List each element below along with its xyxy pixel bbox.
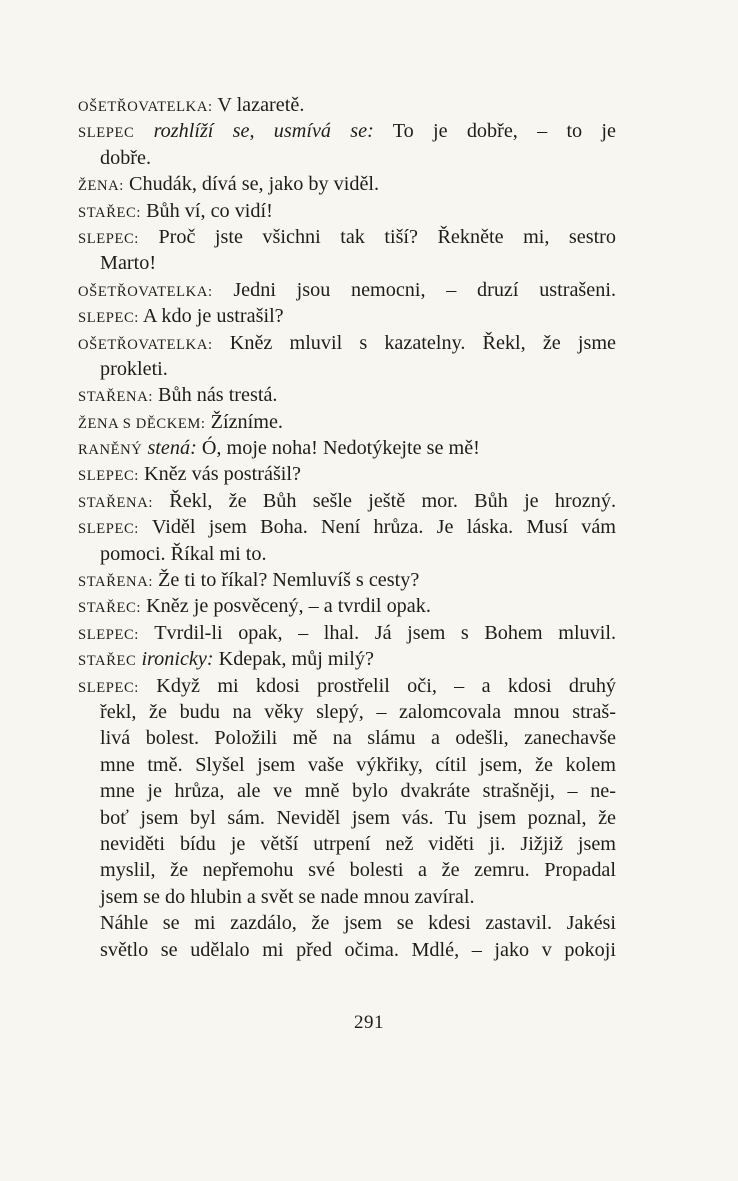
speaker-name: STAŘEC: [78,204,142,221]
spoken-text: V lazaretě. [217,94,305,116]
spoken-text: Ó, moje noha! Nedotýkejte se mě! [201,437,480,460]
text-line [78,461,616,487]
text-line [78,778,616,804]
text-line [78,145,616,171]
text-line [78,514,616,540]
text-line [78,171,616,197]
spoken-text: boť jsem byl sám. Neviděl jsem vás. Tu jsem poznal, že [100,806,616,829]
text-line [78,937,616,963]
spoken-text: livá bolest. Položili mě na slámu a odešli, zanechavše [100,727,616,750]
speaker-name: STAŘENA: [78,494,153,511]
spoken-text: Náhle se mi zazdálo, že jsem se kdesi zastavil. Jakési [100,912,616,935]
text-line [78,910,616,936]
text-line [78,752,616,778]
stage-direction: ironicky: [141,648,214,671]
spoken-text: Chudák, dívá se, jako by viděl. [129,173,380,196]
speaker-name: OŠETŘOVATELKA: [78,336,213,353]
speaker-name: RANĚNÝ [78,442,143,459]
text-line [78,435,616,461]
text-line [78,567,616,593]
spoken-text: Bůh nás trestá. [158,384,278,407]
speaker-name: ŽENA: [78,178,124,195]
spoken-text: To je dobře, – to je [392,120,616,143]
spoken-text: Marto! [100,252,157,275]
speaker-name: SLEPEC: [78,468,139,485]
spoken-text: pomoci. Říkal mi to. [100,542,267,565]
spoken-text: Že ti to říkal? Nemluvíš s cesty? [158,569,420,592]
text-line [78,224,616,250]
spoken-text: neviděti bídu je větší utrpení než viděti ji. Jižjiž jsem [100,832,616,855]
spoken-text: jsem se do hlubin a svět se nade mnou zavíral. [100,885,475,908]
spoken-text: Bůh ví, co vidí! [146,199,273,222]
text-line [78,593,616,619]
speaker-name: ŽENA S DĚCKEM: [78,415,206,432]
spoken-text: Jedni jsou nemocni, – druzí ustrašeni. [233,278,616,301]
dialogue-text [78,92,616,963]
spoken-text: řekl, že budu na věky slepý, – zalomcovala mnou straš- [100,700,616,723]
spoken-text: Kněz vás postrášil? [144,463,301,486]
text-line [78,118,616,144]
spoken-text: Proč jste všichni tak tiší? Řekněte mi, sestro [158,225,617,248]
text-line [78,673,616,699]
speaker-name: SLEPEC: [78,679,139,696]
speaker-name: STAŘENA: [78,389,153,406]
text-line [78,409,616,435]
text-line [78,250,616,276]
text-line [78,831,616,857]
spoken-text: Kněz je posvěcený, – a tvrdil opak. [146,595,431,618]
text-line [78,303,616,329]
speaker-name: STAŘEC [78,653,137,670]
speaker-name: OŠETŘOVATELKA: [78,99,213,115]
text-line [78,277,616,303]
speaker-name: STAŘEC: [78,600,142,617]
text-line [78,699,616,725]
speaker-name: SLEPEC: [78,521,139,538]
text-line [78,541,616,567]
speaker-name: OŠETŘOVATELKA: [78,283,213,300]
speaker-name: SLEPEC: [78,626,139,643]
speaker-name: SLEPEC: [78,310,139,327]
text-line [78,198,616,224]
stage-direction: stená: [147,437,197,460]
text-line [78,620,616,646]
spoken-text: dobře. [100,146,152,169]
text-line [78,857,616,883]
text-line [78,646,616,672]
spoken-text: Kněz mluvil s kazatelny. Řekl, že jsme [229,331,617,354]
speaker-name: SLEPEC: [78,230,139,247]
text-line [78,382,616,408]
text-line [78,488,616,514]
text-line [78,884,616,910]
spoken-text: mne je hrůza, ale ve mně bylo dvakráte strašněji, – ne- [100,780,616,803]
spoken-text: prokleti. [100,357,168,380]
text-line [78,805,616,831]
page-number: 291 [354,1012,384,1033]
text-line [78,356,616,382]
text-line [78,330,616,356]
spoken-text: Když mi kdosi prostřelil oči, – a kdosi druhý [156,674,617,697]
text-line [78,92,616,118]
spoken-text: mne tmě. Slyšel jsem vaše výkřiky, cítil jsem, že kolem [100,753,616,776]
speaker-name: STAŘENA: [78,574,153,591]
speaker-name: SLEPEC [78,125,135,142]
spoken-text: Řekl, že Bůh sešle ještě mor. Bůh je hrozný. [169,489,616,512]
spoken-text: světlo se udělalo mi před očima. Mdlé, – jako v pokoji [100,938,616,961]
stage-direction: rozhlíží se, usmívá se: [153,120,374,143]
spoken-text: Kdepak, můj milý? [218,648,374,671]
spoken-text: A kdo je ustrašil? [142,305,284,328]
spoken-text: Tvrdil-li opak, – lhal. Já jsem s Bohem mluvil. [154,621,617,644]
text-line [78,725,616,751]
spoken-text: Žízníme. [210,410,283,433]
spoken-text: myslil, že nepřemohu své bolesti a že zemru. Propadal [100,859,616,882]
spoken-text: Viděl jsem Boha. Není hrůza. Je láska. Musí vám [151,516,616,539]
